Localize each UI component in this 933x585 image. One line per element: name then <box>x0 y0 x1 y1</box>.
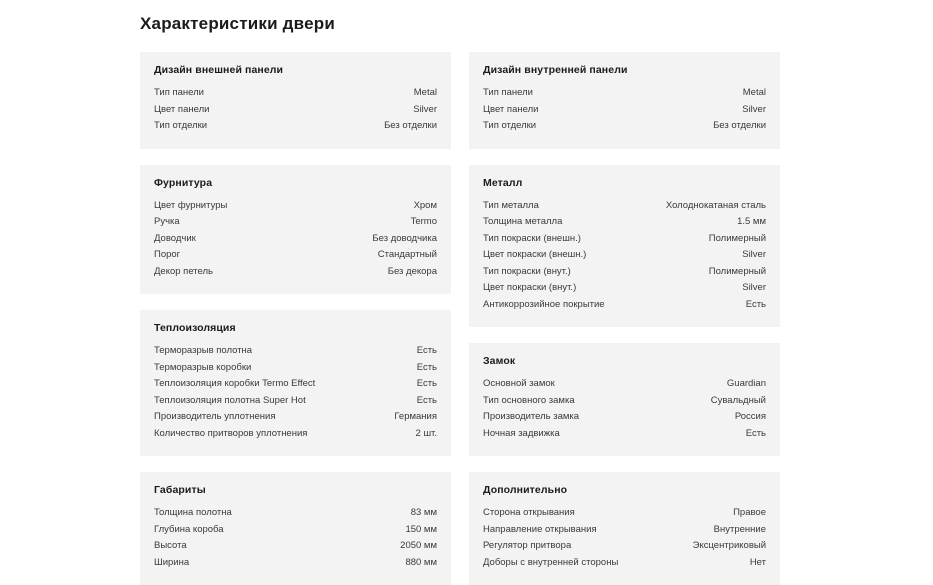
spec-row <box>154 214 437 231</box>
spec-value: Без доводчика <box>372 232 437 244</box>
spec-label: Декор петель <box>154 265 214 277</box>
spec-value: Silver <box>742 103 766 115</box>
spec-row <box>154 231 437 248</box>
spec-value: Metal <box>413 87 437 98</box>
specifications-columns <box>0 52 933 585</box>
spec-label: Доборы с внутренней стороны <box>483 556 619 568</box>
spec-value: Silver <box>742 249 766 260</box>
spec-label: Глубина короба <box>154 523 224 535</box>
spec-label: Терморазрыв коробки <box>154 361 252 373</box>
spec-value: 1.5 мм <box>737 216 766 227</box>
spec-row <box>154 538 437 555</box>
spec-value: Правое <box>733 507 766 518</box>
spec-label: Основной замок <box>483 378 555 389</box>
spec-row <box>483 85 766 102</box>
card-title: Дополнительно <box>483 484 568 496</box>
spec-label: Тип покраски (внешн.) <box>483 232 581 244</box>
spec-value: Silver <box>413 103 437 115</box>
spec-card-additional <box>469 472 780 585</box>
spec-value: 2050 мм <box>400 540 437 551</box>
spec-row <box>154 343 437 360</box>
spec-label: Теплоизоляция коробки Termo Effect <box>154 378 316 389</box>
spec-value: Без отделки <box>384 120 437 131</box>
spec-value: Есть <box>416 345 437 356</box>
spec-value: Без декора <box>387 265 437 277</box>
spec-label: Теплоизоляция полотна Super Hot <box>154 394 306 406</box>
spec-value: Metal <box>742 87 766 98</box>
spec-card-hardware <box>140 165 451 295</box>
spec-value: Россия <box>734 411 766 422</box>
spec-row <box>483 198 766 215</box>
spec-row <box>154 426 437 443</box>
spec-row <box>154 102 437 119</box>
spec-value: Внутренние <box>713 523 766 535</box>
spec-row <box>483 118 766 135</box>
spec-label: Толщина полотна <box>154 507 232 518</box>
spec-value: Германия <box>394 411 437 422</box>
spec-card-metal <box>469 165 780 328</box>
spec-label: Терморазрыв полотна <box>154 345 253 356</box>
spec-row <box>154 409 437 426</box>
left-column <box>140 52 451 585</box>
spec-value: Сувальдный <box>710 394 766 406</box>
spec-value: Есть <box>416 394 437 406</box>
spec-card-thermal-insulation <box>140 310 451 456</box>
spec-row <box>483 505 766 522</box>
spec-card-lock <box>469 343 780 456</box>
spec-card-internal-panel-design <box>469 52 780 149</box>
card-title: Теплоизоляция <box>154 322 236 334</box>
spec-label: Сторона открывания <box>483 507 575 518</box>
card-title: Фурнитура <box>154 176 213 189</box>
spec-row <box>154 555 437 572</box>
spec-label: Цвет покраски (внешн.) <box>483 249 587 260</box>
spec-label: Толщина металла <box>483 216 563 227</box>
spec-value: Есть <box>416 361 437 373</box>
spec-row <box>483 409 766 426</box>
spec-value: Нет <box>749 556 766 568</box>
spec-label: Регулятор притвора <box>483 540 572 551</box>
spec-label: Направление открывания <box>483 523 597 535</box>
spec-value: 150 мм <box>405 523 437 535</box>
spec-row <box>483 231 766 248</box>
page-title: Характеристики двери <box>140 14 335 33</box>
card-title: Дизайн внешней панели <box>154 64 284 76</box>
spec-row <box>483 426 766 443</box>
spec-row <box>154 198 437 215</box>
spec-card-dimensions <box>140 472 451 585</box>
spec-label: Цвет панели <box>154 103 210 115</box>
spec-label: Количество притворов уплотнения <box>154 427 308 439</box>
spec-label: Цвет покраски (внут.) <box>483 282 577 293</box>
spec-label: Ширина <box>154 556 190 568</box>
spec-label: Тип металла <box>483 199 539 211</box>
spec-value: Полимерный <box>708 232 766 244</box>
spec-row <box>154 505 437 522</box>
spec-row <box>154 360 437 377</box>
spec-label: Производитель замка <box>483 411 580 422</box>
spec-row <box>154 118 437 135</box>
spec-label: Тип панели <box>483 87 533 98</box>
spec-label: Тип отделки <box>483 120 537 131</box>
spec-label: Ночная задвижка <box>483 427 560 439</box>
spec-label: Производитель уплотнения <box>154 411 276 422</box>
spec-label: Тип отделки <box>154 120 208 131</box>
spec-row <box>483 214 766 231</box>
spec-value: Без отделки <box>713 120 766 131</box>
spec-value: 2 шт. <box>415 427 437 439</box>
spec-row <box>154 247 437 264</box>
spec-row <box>154 393 437 410</box>
spec-value: 880 мм <box>405 556 437 568</box>
spec-label: Тип покраски (внут.) <box>483 265 571 277</box>
spec-value: Эксцентриковый <box>692 540 766 551</box>
spec-value: Termo <box>410 216 437 227</box>
spec-value: Стандартный <box>377 249 437 260</box>
card-title: Металл <box>483 176 523 189</box>
spec-label: Тип панели <box>154 87 204 98</box>
spec-row <box>483 538 766 555</box>
card-title: Дизайн внутренней панели <box>483 64 628 76</box>
spec-value: Есть <box>745 427 766 439</box>
spec-row <box>483 555 766 572</box>
spec-label: Тип основного замка <box>483 394 575 406</box>
spec-row <box>483 297 766 314</box>
spec-row <box>483 393 766 410</box>
spec-row <box>483 376 766 393</box>
card-title: Замок <box>483 355 516 367</box>
spec-row <box>483 280 766 297</box>
spec-row <box>154 376 437 393</box>
spec-value: Silver <box>742 282 766 293</box>
spec-label: Цвет фурнитуры <box>154 199 228 211</box>
spec-row <box>483 522 766 539</box>
spec-row <box>483 247 766 264</box>
spec-value: 83 мм <box>410 507 437 518</box>
spec-row <box>154 264 437 281</box>
spec-value: Холоднокатаная сталь <box>665 199 766 211</box>
spec-row <box>483 264 766 281</box>
spec-value: Полимерный <box>708 265 766 277</box>
spec-card-external-panel-design <box>140 52 451 149</box>
spec-label: Антикоррозийное покрытие <box>483 298 605 310</box>
spec-label: Высота <box>154 540 187 551</box>
spec-label: Ручка <box>154 216 180 227</box>
card-title: Габариты <box>154 484 206 496</box>
spec-row <box>154 85 437 102</box>
spec-value: Есть <box>416 378 437 389</box>
spec-row <box>483 102 766 119</box>
spec-row <box>154 522 437 539</box>
spec-label: Доводчик <box>154 232 196 244</box>
spec-value: Хром <box>413 199 437 211</box>
spec-label: Цвет панели <box>483 103 539 115</box>
right-column <box>469 52 780 585</box>
spec-value: Есть <box>745 298 766 310</box>
spec-value: Guardian <box>726 378 766 389</box>
spec-label: Порог <box>154 249 181 260</box>
